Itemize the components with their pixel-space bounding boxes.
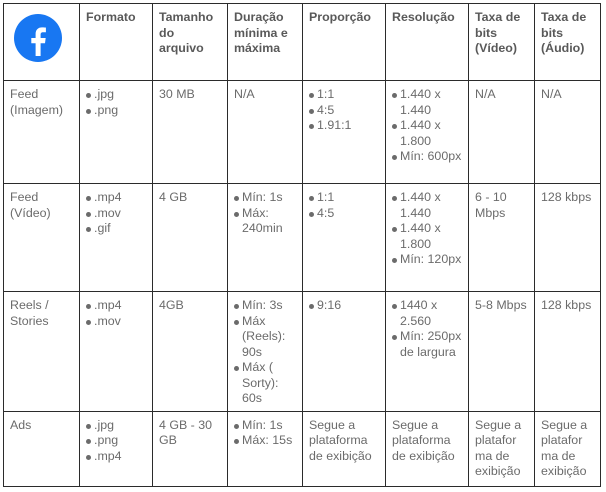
list-item: Mín: 250px de largura — [392, 329, 463, 360]
proporcao-cell — [303, 292, 386, 412]
list-item: .jpg — [86, 418, 147, 434]
list-item: 1.440 x 1.440 — [392, 87, 463, 118]
header-proporcao: Proporção — [303, 4, 386, 81]
logo-cell — [4, 4, 80, 81]
proporcao-cell — [303, 184, 386, 292]
row-type-cell: Reels / Stories — [4, 292, 80, 412]
list-item: 9:16 — [309, 298, 380, 314]
formato-cell — [80, 184, 153, 292]
tamanho-cell: 4GB — [153, 292, 228, 412]
taxa-video-cell: 6 - 10 Mbps — [469, 184, 535, 292]
list-item: .mp4 — [86, 298, 147, 314]
taxa-video-cell: N/A — [469, 81, 535, 184]
taxa-video-cell: Segue a platafor ma de exibição — [469, 411, 535, 486]
list-item: 1.440 x 1.800 — [392, 118, 463, 149]
list-item: .mov — [86, 206, 147, 222]
list-item: 1.440 x 1.800 — [392, 221, 463, 252]
list-item: .jpg — [86, 87, 147, 103]
list-item: .gif — [86, 221, 147, 237]
row-type-cell: Feed (Imagem) — [4, 81, 80, 184]
header-formato: Formato — [80, 4, 153, 81]
list-item: .png — [86, 103, 147, 119]
list-item: 1:1 — [309, 190, 380, 206]
header-duracao: Duração mínima e máxima — [228, 4, 303, 81]
table-row — [4, 411, 601, 486]
duracao-cell: N/A — [228, 81, 303, 184]
tamanho-cell: 30 MB — [153, 81, 228, 184]
table-row — [4, 292, 601, 412]
taxa-video-cell: 5-8 Mbps — [469, 292, 535, 412]
resolucao-cell: Segue a plataforma de exibição — [386, 411, 469, 486]
tamanho-cell: 4 GB - 30 GB — [153, 411, 228, 486]
row-type-cell: Ads — [4, 411, 80, 486]
resolucao-cell — [386, 184, 469, 292]
header-row — [4, 4, 601, 81]
formato-cell — [80, 411, 153, 486]
list-item: 1.91:1 — [309, 118, 380, 134]
header-tamanho: Tamanho do arquivo — [153, 4, 228, 81]
list-item: Máx ( Sorty): 60s — [234, 360, 297, 407]
list-item: 4:5 — [309, 206, 380, 222]
resolucao-cell — [386, 292, 469, 412]
table-row — [4, 184, 601, 292]
list-item: Mín: 3s — [234, 298, 297, 314]
list-item: Mín: 120px — [392, 252, 463, 268]
formato-cell — [80, 81, 153, 184]
header-taxa-audio: Taxa de bits (Áudio) — [535, 4, 601, 81]
duracao-cell — [228, 411, 303, 486]
list-item: .mp4 — [86, 449, 147, 465]
list-item: Mín: 1s — [234, 418, 297, 434]
list-item: Mín: 1s — [234, 190, 297, 206]
header-resolucao: Resolução — [386, 4, 469, 81]
list-item: .mp4 — [86, 190, 147, 206]
list-item: 1:1 — [309, 87, 380, 103]
list-item: 1440 x 2.560 — [392, 298, 463, 329]
duracao-cell — [228, 292, 303, 412]
list-item: .png — [86, 433, 147, 449]
list-item: 4:5 — [309, 103, 380, 119]
list-item: Máx: 15s — [234, 433, 297, 449]
specs-table — [3, 3, 601, 487]
table-row — [4, 81, 601, 184]
taxa-audio-cell: N/A — [535, 81, 601, 184]
taxa-audio-cell: 128 kbps — [535, 184, 601, 292]
row-type-cell: Feed (Vídeo) — [4, 184, 80, 292]
header-taxa-video: Taxa de bits (Vídeo) — [469, 4, 535, 81]
proporcao-cell: Segue a plataforma de exibição — [303, 411, 386, 486]
tamanho-cell: 4 GB — [153, 184, 228, 292]
duracao-cell — [228, 184, 303, 292]
list-item: Máx: 240min — [234, 206, 297, 237]
list-item: .mov — [86, 314, 147, 330]
list-item: 1.440 x 1.440 — [392, 190, 463, 221]
formato-cell — [80, 292, 153, 412]
taxa-audio-cell: 128 kbps — [535, 292, 601, 412]
resolucao-cell — [386, 81, 469, 184]
facebook-logo-icon — [12, 12, 64, 64]
proporcao-cell — [303, 81, 386, 184]
list-item: Mín: 600px — [392, 149, 463, 165]
list-item: Máx (Reels): 90s — [234, 314, 297, 361]
taxa-audio-cell: Segue a platafor ma de exibição — [535, 411, 601, 486]
